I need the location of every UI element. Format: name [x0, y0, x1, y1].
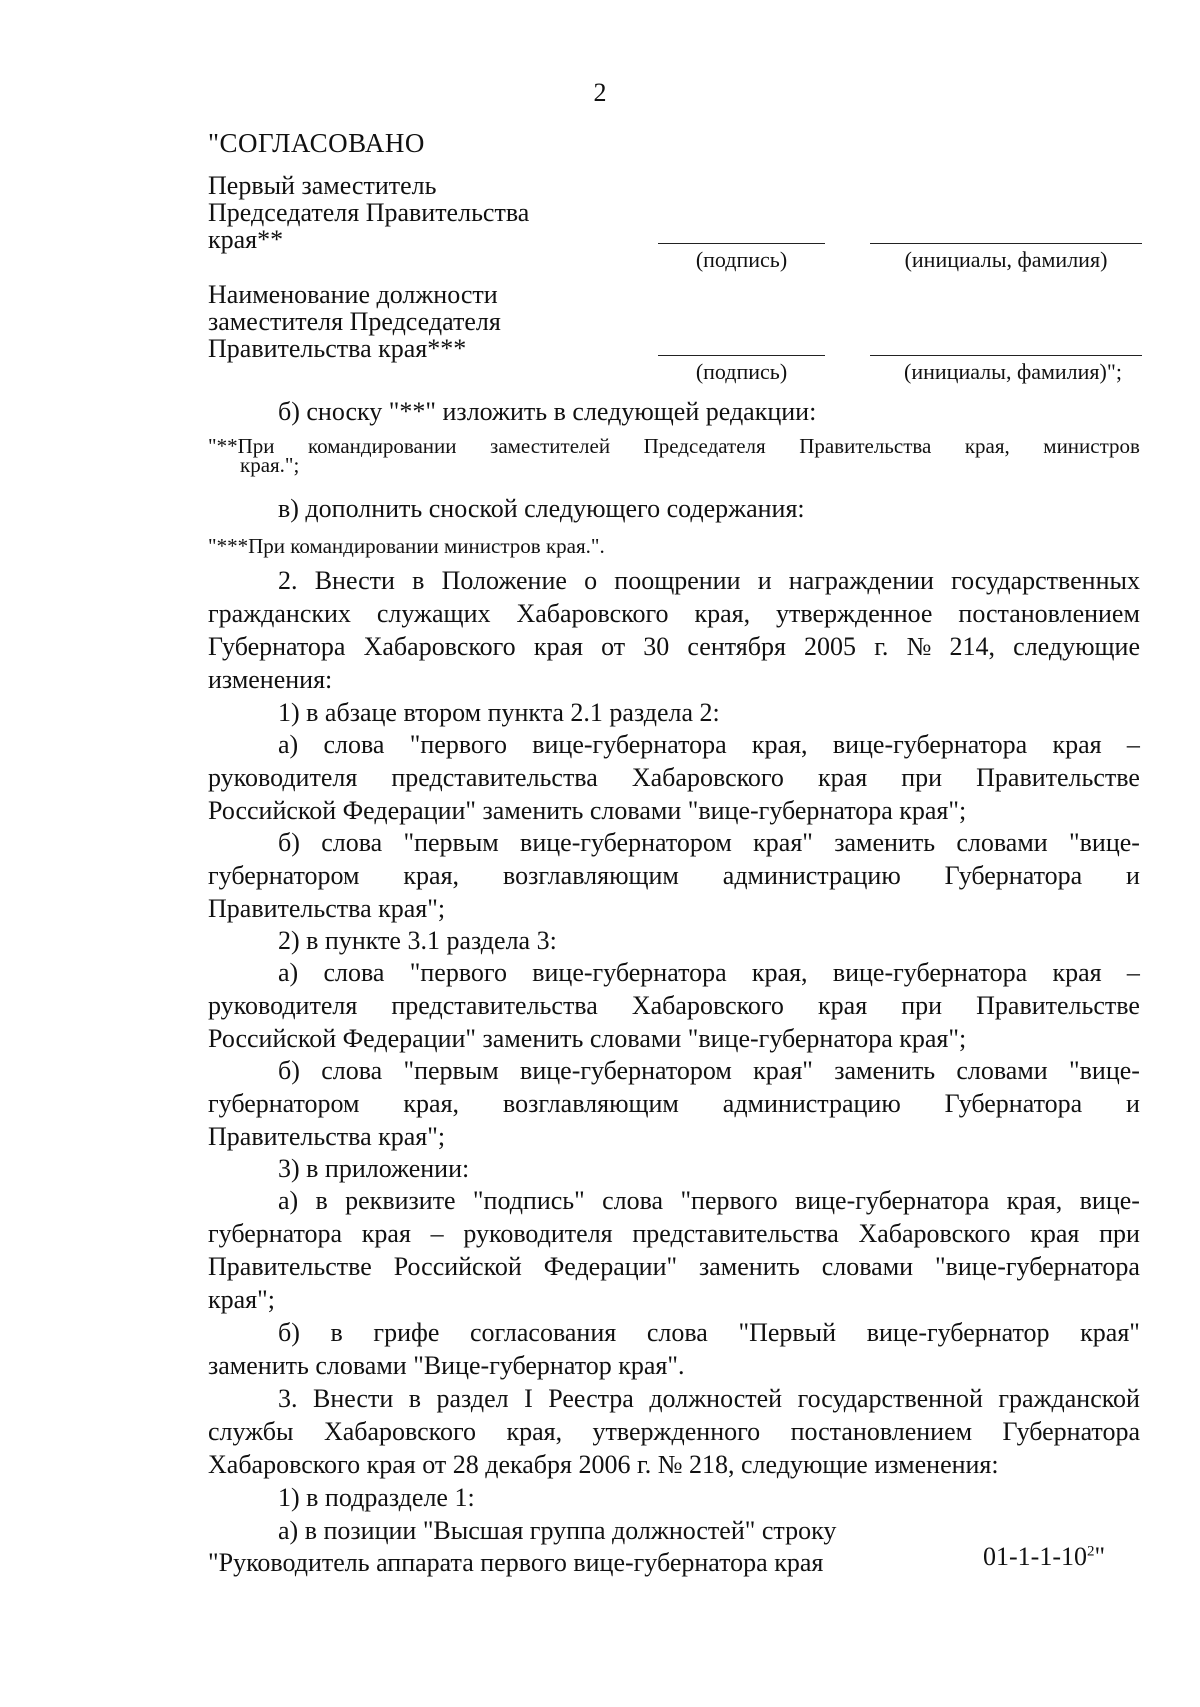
signature-caption: (подпись): [695, 359, 788, 384]
paragraph: [208, 696, 1140, 729]
word: слова: [646, 1318, 708, 1347]
word: края,: [506, 1417, 563, 1446]
word: 3.: [278, 1384, 298, 1413]
footnote-word: заместителей: [490, 434, 611, 458]
word: б): [278, 1056, 300, 1085]
word: следующие: [1013, 632, 1140, 661]
word: при: [901, 991, 943, 1020]
word: награждении: [788, 566, 934, 595]
word: представительства: [632, 1219, 839, 1248]
footnote-1-line-2: края.";: [240, 453, 300, 477]
sign-block-1-title: [208, 172, 529, 253]
word: а): [278, 1186, 299, 1215]
paragraph-line: 3) в приложении:: [278, 1154, 470, 1183]
paragraph: [208, 826, 1140, 925]
word: слова: [321, 828, 383, 857]
paragraph: [208, 564, 1140, 696]
word: при: [901, 763, 943, 792]
word: "вице-: [1069, 1056, 1140, 1085]
word: г.: [874, 632, 889, 661]
word: в: [330, 1318, 343, 1347]
word: Хабаровского: [363, 632, 516, 661]
word: края,: [751, 958, 808, 987]
paragraph-line: [208, 597, 1140, 630]
word: Внести: [314, 566, 395, 595]
word: края: [533, 632, 583, 661]
word: Реестра: [548, 1384, 634, 1413]
word: –: [430, 1219, 444, 1248]
word: государственной: [797, 1384, 983, 1413]
word: утвержденного: [592, 1417, 761, 1446]
word: утвержденное: [776, 599, 933, 628]
word: служащих: [376, 599, 491, 628]
item-v-footnote: в) дополнить сноской следующего содержания:: [278, 494, 805, 523]
paragraph-line: [208, 989, 1140, 1022]
word: б): [278, 828, 300, 857]
word: в: [315, 1186, 328, 1215]
word: слова: [323, 958, 385, 987]
word: б): [278, 1318, 300, 1347]
word: службы: [208, 1417, 294, 1446]
paragraph-line: [208, 1250, 1140, 1283]
item-b-footnote: б) сноску "**" изложить в следующей редакции:: [278, 397, 817, 426]
registry-row-text: "Руководитель аппарата первого вице-губернатора края: [208, 1548, 824, 1577]
word: №: [906, 632, 932, 661]
word: Положение: [441, 566, 567, 595]
word: "первого: [409, 730, 507, 759]
paragraph-line: Правительства края";: [208, 894, 446, 923]
word: Федерации": [543, 1252, 678, 1281]
word: словами: [821, 1252, 914, 1281]
paragraph-line: Российской Федерации" заменить словами "вице-губернатора края";: [208, 796, 967, 825]
word: губернатором: [208, 861, 360, 890]
word: государственных: [951, 566, 1140, 595]
paragraph: [208, 1054, 1140, 1153]
signature-caption: (подпись): [695, 247, 788, 272]
word: вице-губернатора: [794, 1186, 990, 1215]
word: –: [1126, 958, 1140, 987]
word: края: [818, 763, 868, 792]
word: вице-: [1079, 1186, 1140, 1215]
paragraph-line: 2) в пункте 3.1 раздела 3:: [278, 926, 557, 955]
paragraph-line: изменения:: [208, 665, 333, 694]
word: вице-губернатора: [532, 958, 727, 987]
word: Хабаровского: [631, 991, 784, 1020]
word: края: [1052, 730, 1102, 759]
word: края,: [751, 730, 808, 759]
word: сентября: [687, 632, 786, 661]
paragraph: [208, 1184, 1140, 1316]
word: вице-губернатором: [520, 828, 732, 857]
word: "первого: [409, 958, 507, 987]
footnote-word: края,: [964, 434, 1010, 458]
word: Хабаровского: [323, 1417, 477, 1446]
footnote-word: министров: [1043, 434, 1140, 458]
word: и: [757, 566, 772, 595]
word: вице-губернатора: [832, 958, 1028, 987]
word: администрацию: [722, 1089, 901, 1118]
word: 30: [643, 632, 670, 661]
word: согласования: [470, 1318, 617, 1347]
paragraph: [208, 1316, 1140, 1382]
word: 214,: [949, 632, 996, 661]
word: края,: [403, 861, 460, 890]
word: словами: [956, 828, 1048, 857]
word: Хабаровского: [631, 763, 784, 792]
word: Губернатора: [208, 632, 346, 661]
word: заменить: [698, 1252, 800, 1281]
word: о: [584, 566, 598, 595]
paragraph-line: а) в позиции "Высшая группа должностей" строку: [278, 1516, 837, 1545]
word: постановлением: [790, 1417, 973, 1446]
agreed-heading: "СОГЛАСОВАНО: [208, 128, 425, 158]
page-number: 2: [593, 78, 607, 107]
word: края": [1080, 1318, 1140, 1347]
paragraph-line: [208, 761, 1140, 794]
sign-block-2-title-line: заместителя Председателя: [208, 307, 501, 336]
word: края,: [1006, 1186, 1063, 1215]
paragraph: [208, 956, 1140, 1055]
word: "первого: [680, 1186, 778, 1215]
word: губернатора: [208, 1219, 343, 1248]
paragraph-line: края";: [208, 1285, 275, 1314]
word: края": [753, 828, 813, 857]
word: слова: [602, 1186, 664, 1215]
registry-code-number: 01-1-1-10: [983, 1542, 1087, 1571]
word: в: [408, 1384, 422, 1413]
registry-code-superscript: 2: [1086, 1543, 1095, 1560]
footnote-word: командировании: [307, 434, 457, 458]
word: и: [1126, 1089, 1140, 1118]
paragraph-line: [208, 956, 1140, 989]
paragraph-line: Хабаровского края от 28 декабря 2006 г. № 218, следующие изменения:: [208, 1450, 999, 1479]
paragraph-line: Российской Федерации" заменить словами "вице-губернатора края";: [208, 1024, 967, 1053]
word: заменить: [834, 1056, 936, 1085]
name-line: [870, 355, 1142, 356]
paragraph-line: [208, 1382, 1140, 1415]
signature-line: [658, 243, 825, 244]
paragraph-line: Правительства края";: [208, 1122, 446, 1151]
word: а): [278, 730, 299, 759]
word: вице-губернатором: [520, 1056, 732, 1085]
word: представительства: [391, 991, 598, 1020]
word: 2005: [804, 632, 857, 661]
word: "вице-губернатора: [934, 1252, 1140, 1281]
word: реквизите: [345, 1186, 456, 1215]
paragraph-line: 1) в абзаце втором пункта 2.1 раздела 2:: [278, 698, 720, 727]
word: "первым: [403, 828, 499, 857]
word: края: [818, 991, 868, 1020]
paragraph-line: [208, 564, 1140, 597]
sign-block-2-title: [208, 281, 501, 362]
word: "первым: [403, 1056, 499, 1085]
registry-code-quote: ": [1094, 1542, 1106, 1571]
word: руководителя: [208, 991, 358, 1020]
word: руководителя: [463, 1219, 613, 1248]
sign-block-2-title-line: Наименование должности: [208, 280, 498, 309]
word: губернатором: [208, 1089, 360, 1118]
word: гражданской: [998, 1384, 1140, 1413]
word: края: [1030, 1219, 1080, 1248]
word: руководителя: [208, 763, 358, 792]
sign-block-1-title-line: Председателя Правительства: [208, 198, 530, 227]
sign-block-1-title-line: края**: [208, 225, 284, 254]
footnote-word: Правительства: [799, 434, 932, 458]
word: Внести: [312, 1384, 394, 1413]
footnote-1: [208, 434, 1140, 477]
paragraph-line: [208, 728, 1140, 761]
word: "подпись": [472, 1186, 585, 1215]
word: гражданских: [208, 599, 351, 628]
paragraph-line: [208, 859, 1140, 892]
word: Губернатора: [1002, 1417, 1140, 1446]
paragraph-line: заменить словами "Вице-губернатор края".: [208, 1351, 685, 1380]
word: возглавляющим: [502, 861, 679, 890]
word: края: [361, 1219, 411, 1248]
word: от: [601, 632, 626, 661]
word: вице-губернатора: [532, 730, 727, 759]
name-line: [870, 243, 1142, 244]
word: Правительстве: [976, 763, 1140, 792]
word: постановлением: [958, 599, 1140, 628]
word: вице-губернатор: [866, 1318, 1050, 1347]
word: должностей: [649, 1384, 783, 1413]
word: возглавляющим: [502, 1089, 679, 1118]
footnote-word: "**При: [208, 434, 275, 458]
word: края,: [694, 599, 751, 628]
word: представительства: [391, 763, 598, 792]
sign-block-2-title-line: Правительства края***: [208, 334, 467, 363]
word: Хабаровского: [858, 1219, 1011, 1248]
word: заменить: [834, 828, 936, 857]
footnote-word: Председателя: [643, 434, 766, 458]
word: а): [278, 958, 299, 987]
name-caption: (инициалы, фамилия): [904, 247, 1108, 272]
signature-line: [658, 355, 825, 356]
paragraph-line: [208, 1217, 1140, 1250]
paragraph-line: [208, 1316, 1140, 1349]
paragraph: [208, 1382, 1140, 1481]
word: Губернатора: [944, 861, 1083, 890]
paragraph-line: 1) в подразделе 1:: [278, 1483, 475, 1512]
word: Правительстве: [976, 991, 1140, 1020]
word: и: [1126, 861, 1140, 890]
word: слова: [323, 730, 385, 759]
paragraph-line: [208, 1184, 1140, 1217]
word: словами: [956, 1056, 1048, 1085]
paragraph-line: [208, 1054, 1140, 1087]
paragraph-line: [208, 1087, 1140, 1120]
word: поощрении: [614, 566, 741, 595]
paragraph: [208, 728, 1140, 827]
footnote-1-line-1: [208, 434, 1140, 458]
sign-block-1-title-line: Первый заместитель: [208, 171, 437, 200]
paragraph: [208, 1481, 1140, 1514]
word: вице-губернатора: [832, 730, 1028, 759]
word: администрацию: [722, 861, 901, 890]
word: "вице-: [1069, 828, 1140, 857]
footnote-2: "***При командировании министров края.".: [208, 534, 605, 558]
word: Российской: [393, 1252, 522, 1281]
word: раздел: [436, 1384, 509, 1413]
word: 2.: [278, 566, 298, 595]
word: при: [1099, 1219, 1140, 1248]
paragraph-line: [208, 630, 1140, 663]
word: края: [1052, 958, 1102, 987]
word: края,: [403, 1089, 460, 1118]
word: грифе: [373, 1318, 440, 1347]
word: "Первый: [738, 1318, 837, 1347]
paragraph-line: [208, 826, 1140, 859]
word: края": [753, 1056, 813, 1085]
word: слова: [321, 1056, 383, 1085]
word: Правительстве: [208, 1252, 372, 1281]
paragraph-line: [208, 1415, 1140, 1448]
word: Губернатора: [944, 1089, 1083, 1118]
name-caption: (инициалы, фамилия)";: [904, 359, 1122, 384]
word: Хабаровского: [516, 599, 669, 628]
registry-code: [983, 1542, 1105, 1572]
word: в: [412, 566, 425, 595]
paragraph: [208, 1152, 1140, 1185]
word: –: [1126, 730, 1140, 759]
paragraph: [208, 924, 1140, 957]
word: I: [524, 1384, 533, 1413]
